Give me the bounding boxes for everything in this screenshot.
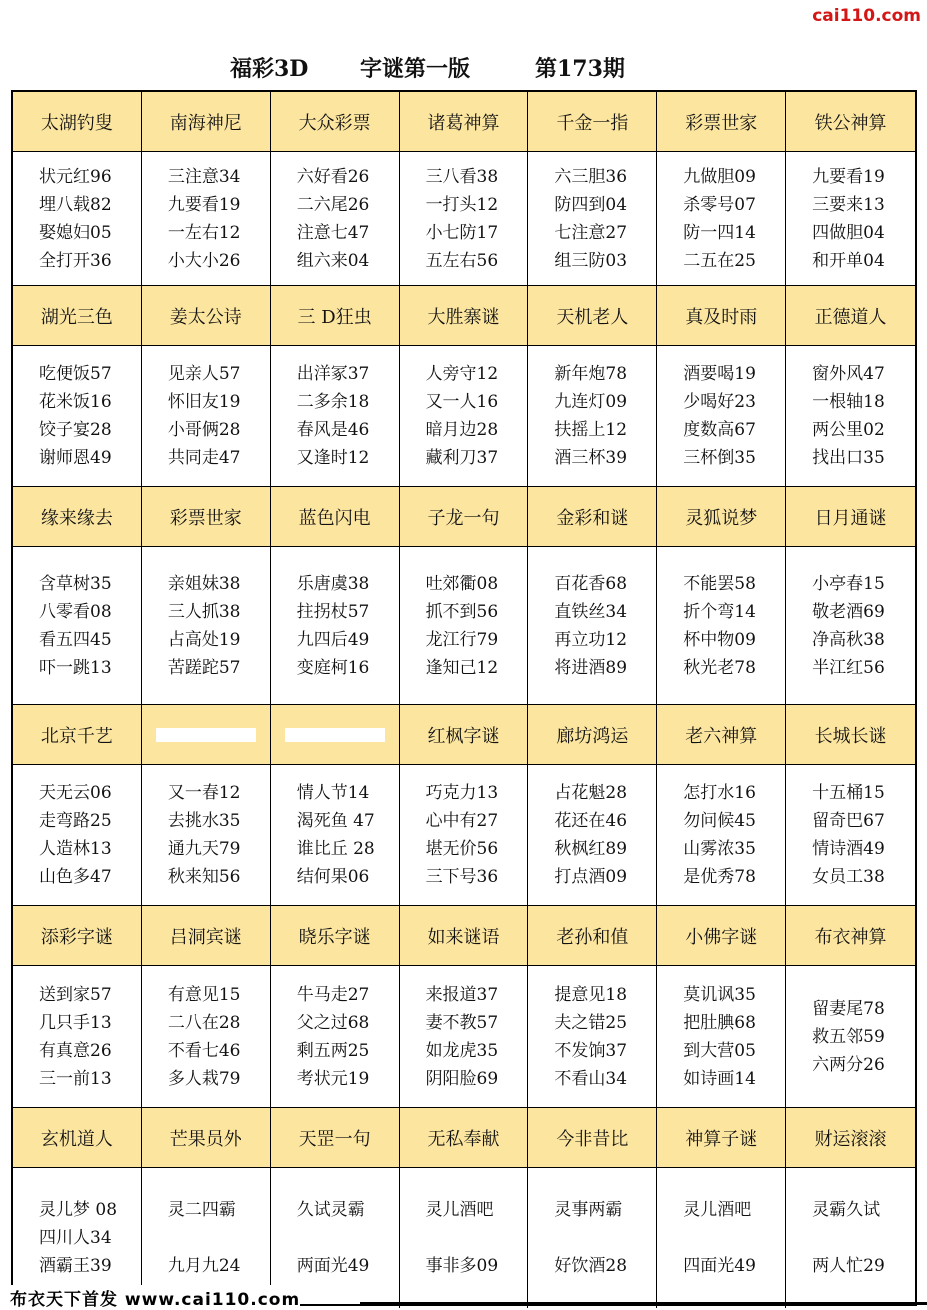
riddle-line: 全打开36 xyxy=(39,250,112,271)
riddle-line: 折个弯14 xyxy=(683,601,756,622)
riddle-line: 久试灵霸 xyxy=(296,1200,365,1220)
riddle-line: 防四到04 xyxy=(554,194,628,215)
column-header: 彩票世家 xyxy=(657,92,786,152)
column-header xyxy=(142,705,271,765)
riddle-line: 直铁丝34 xyxy=(554,601,628,622)
riddle-line: 九月九24 xyxy=(167,1256,241,1276)
riddle-line: 少喝好23 xyxy=(683,392,756,412)
riddle-line: 如诗画14 xyxy=(683,1068,756,1089)
riddle-cell xyxy=(271,152,400,286)
riddle-line: 好饮酒28 xyxy=(554,1256,628,1276)
riddle-line: 几只手13 xyxy=(39,1012,112,1033)
riddle-line xyxy=(683,1224,785,1252)
riddle-line: 窗外风47 xyxy=(812,364,885,384)
riddle-line xyxy=(297,1224,399,1252)
column-header: 湖光三色 xyxy=(13,286,142,346)
column-header: 缘来缘去 xyxy=(13,487,142,547)
riddle-line: 如龙虎35 xyxy=(425,1040,499,1061)
riddle-line: 龙江行79 xyxy=(425,629,499,650)
riddle-line: 灵儿梦 08 xyxy=(39,1200,118,1220)
riddle-line: 藏利刀37 xyxy=(425,448,499,468)
riddle-line: 净高秋38 xyxy=(812,629,885,650)
riddle-line xyxy=(426,1224,528,1252)
riddle-line: 杀零号07 xyxy=(683,194,756,215)
riddle-line: 酒霸王39 xyxy=(39,1256,112,1276)
column-header xyxy=(271,705,400,765)
redaction-mark xyxy=(156,728,256,742)
riddle-line: 七注意27 xyxy=(554,222,628,243)
riddle-line: 天无云06 xyxy=(39,783,112,803)
riddle-line: 杯中物09 xyxy=(683,629,756,650)
riddle-line: 去挑水35 xyxy=(167,811,241,831)
column-header: 老孙和值 xyxy=(528,906,657,966)
column-header: 金彩和谜 xyxy=(528,487,657,547)
riddle-line: 女员工38 xyxy=(812,867,885,887)
riddle-line: 一左右12 xyxy=(167,222,241,243)
riddle-cell xyxy=(271,765,400,906)
page-title xyxy=(0,52,927,86)
riddle-line: 苦蹉跎57 xyxy=(167,657,241,678)
riddle-cell xyxy=(528,346,657,487)
column-header: 芒果员外 xyxy=(142,1108,271,1168)
riddle-line: 不能罢58 xyxy=(683,573,756,594)
riddle-line: 将进酒89 xyxy=(554,657,628,678)
riddle-line: 吐郊衢08 xyxy=(425,573,499,594)
riddle-line: 暗月边28 xyxy=(425,420,499,440)
riddle-line: 六两分26 xyxy=(812,1054,885,1075)
riddle-line: 占高处19 xyxy=(167,629,241,650)
riddle-line: 酒三杯39 xyxy=(554,448,628,468)
riddle-line: 灵霸久试 xyxy=(812,1200,881,1220)
riddle-line: 看五四45 xyxy=(39,629,112,650)
riddle-line: 九做胆09 xyxy=(683,166,756,187)
riddle-line: 饺子宴28 xyxy=(39,420,112,440)
title-issue: 第173期 xyxy=(535,56,625,82)
riddle-line: 提意见18 xyxy=(554,984,628,1005)
riddle-line: 灵儿酒吧 xyxy=(425,1200,494,1220)
column-header: 子龙一句 xyxy=(400,487,529,547)
riddle-line: 情诗酒49 xyxy=(812,839,885,859)
riddle-line xyxy=(554,1224,656,1252)
riddle-line: 吓一跳13 xyxy=(39,657,112,678)
column-header: 千金一指 xyxy=(528,92,657,152)
riddle-line: 抓不到56 xyxy=(425,601,499,622)
riddle-line: 组三防03 xyxy=(554,250,628,271)
column-header: 晓乐字谜 xyxy=(271,906,400,966)
riddle-cell xyxy=(528,966,657,1108)
riddle-line xyxy=(812,1224,915,1252)
riddle-line: 小哥俩28 xyxy=(167,420,241,440)
riddle-line: 有真意26 xyxy=(39,1040,112,1061)
riddle-line: 谢师恩49 xyxy=(39,448,112,468)
column-header: 布衣神算 xyxy=(786,906,915,966)
riddle-line: 三要来13 xyxy=(812,194,885,215)
riddle-line: 占花魁28 xyxy=(554,783,628,803)
riddle-line: 四面光49 xyxy=(683,1256,756,1276)
column-header: 玄机道人 xyxy=(13,1108,142,1168)
riddle-line: 莫讥讽35 xyxy=(683,984,756,1005)
riddle-cell xyxy=(657,152,786,286)
riddle-cell xyxy=(786,1168,915,1308)
riddle-line: 扶摇上12 xyxy=(554,420,628,440)
riddle-cell xyxy=(786,765,915,906)
riddle-line: 山色多47 xyxy=(39,867,112,887)
redaction-mark xyxy=(285,728,385,742)
riddle-cell xyxy=(786,966,915,1108)
riddle-line: 新年炮78 xyxy=(554,364,628,384)
riddle-line: 又逢时12 xyxy=(296,448,370,468)
riddle-line: 又一人16 xyxy=(425,392,499,412)
riddle-line: 通九天79 xyxy=(167,839,241,859)
riddle-cell xyxy=(528,152,657,286)
riddle-line: 秋来知56 xyxy=(167,867,241,887)
riddle-line: 敬老酒69 xyxy=(812,601,885,622)
riddle-line: 夫之错25 xyxy=(554,1012,628,1033)
column-header: 老六神算 xyxy=(657,705,786,765)
column-header: 吕洞宾谜 xyxy=(142,906,271,966)
column-header: 北京千艺 xyxy=(13,705,142,765)
riddle-line: 二八在28 xyxy=(167,1012,241,1033)
riddle-cell xyxy=(528,765,657,906)
column-header: 今非昔比 xyxy=(528,1108,657,1168)
riddle-line: 送到家57 xyxy=(39,984,112,1005)
riddle-line: 剩五两25 xyxy=(296,1040,370,1061)
column-header: 小佛字谜 xyxy=(657,906,786,966)
title-lottery: 福彩3D xyxy=(230,56,309,82)
riddle-line: 拄拐杖57 xyxy=(296,601,370,622)
riddle-line: 亲姐妹38 xyxy=(167,573,241,594)
riddle-line: 秋枫红89 xyxy=(554,839,628,859)
riddle-line: 组六来04 xyxy=(296,250,370,271)
riddle-line: 有意见15 xyxy=(167,984,241,1005)
riddle-cell xyxy=(657,547,786,705)
riddle-line: 多人栽79 xyxy=(167,1068,241,1089)
riddle-cell xyxy=(657,1168,786,1308)
riddle-line: 一打头12 xyxy=(425,194,499,215)
riddle-line: 阴阳脸69 xyxy=(425,1068,499,1089)
riddle-line: 三杯倒35 xyxy=(683,448,756,468)
riddle-line: 不发饷37 xyxy=(554,1040,628,1061)
riddle-line: 一根轴18 xyxy=(812,392,885,412)
riddle-line: 防一四14 xyxy=(683,222,756,243)
riddle-line: 留妻尾78 xyxy=(812,998,885,1019)
riddle-line: 再立功12 xyxy=(554,629,628,650)
column-header: 廊坊鸿运 xyxy=(528,705,657,765)
column-header: 添彩字谜 xyxy=(13,906,142,966)
riddle-line: 二五在25 xyxy=(683,250,756,271)
riddle-cell xyxy=(142,765,271,906)
riddle-line: 度数高67 xyxy=(683,420,756,440)
riddle-line: 花米饭16 xyxy=(39,392,112,412)
column-header: 大众彩票 xyxy=(271,92,400,152)
riddle-line: 六三胆36 xyxy=(554,166,628,187)
riddle-line: 结何果06 xyxy=(296,867,370,887)
riddle-line: 把肚腆68 xyxy=(683,1012,756,1033)
riddle-line: 九要看19 xyxy=(812,166,885,187)
riddle-cell xyxy=(400,765,529,906)
riddle-cell xyxy=(786,547,915,705)
riddle-line: 妻不教57 xyxy=(425,1012,499,1033)
riddle-line: 半江红56 xyxy=(812,657,885,678)
column-header: 长城长谜 xyxy=(786,705,915,765)
riddle-line: 打点酒09 xyxy=(554,867,628,887)
column-header: 红枫字谜 xyxy=(400,705,529,765)
site-brand: cai110.com xyxy=(812,6,921,26)
riddle-line: 考状元19 xyxy=(296,1068,370,1089)
riddle-cell xyxy=(13,765,142,906)
riddle-line: 灵儿酒吧 xyxy=(683,1200,752,1220)
riddle-line: 山雾浓35 xyxy=(683,839,756,859)
riddle-line: 堪无价56 xyxy=(425,839,499,859)
title-edition: 字谜第一版 xyxy=(360,56,471,82)
riddle-line: 灵事两霸 xyxy=(554,1200,623,1220)
column-header: 真及时雨 xyxy=(657,286,786,346)
column-header: 如来谜语 xyxy=(400,906,529,966)
riddle-line: 小亭春15 xyxy=(812,573,885,594)
column-header: 南海神尼 xyxy=(142,92,271,152)
riddle-line: 巧克力13 xyxy=(425,783,499,803)
riddle-line: 到大营05 xyxy=(683,1040,756,1061)
riddle-line: 吃便饭57 xyxy=(39,364,112,384)
riddle-line: 二多余18 xyxy=(296,392,370,412)
riddle-line: 六好看26 xyxy=(296,166,370,187)
riddle-line: 两人忙29 xyxy=(812,1256,885,1276)
riddle-line: 春风是46 xyxy=(296,420,370,440)
riddle-line: 不看山34 xyxy=(554,1068,628,1089)
column-header: 大胜寨谜 xyxy=(400,286,529,346)
riddle-cell xyxy=(142,152,271,286)
riddle-cell xyxy=(528,547,657,705)
column-header: 日月通谜 xyxy=(786,487,915,547)
riddle-line: 娶媳妇05 xyxy=(39,222,112,243)
riddle-line: 注意七47 xyxy=(296,222,370,243)
riddle-line: 埋八载82 xyxy=(39,194,112,215)
riddle-cell xyxy=(400,152,529,286)
riddle-line: 四川人34 xyxy=(39,1228,112,1248)
riddle-line: 百花香68 xyxy=(554,573,628,594)
footer-credit: 布衣天下首发 www.cai110.com xyxy=(10,1285,300,1310)
riddle-line: 来报道37 xyxy=(425,984,499,1005)
riddle-cell xyxy=(13,547,142,705)
riddle-line: 状元红96 xyxy=(39,166,112,187)
column-header: 铁公神算 xyxy=(786,92,915,152)
riddle-line: 人旁守12 xyxy=(425,364,499,384)
riddle-cell xyxy=(13,966,142,1108)
riddle-line: 九要看19 xyxy=(167,194,241,215)
riddle-line: 父之过68 xyxy=(296,1012,370,1033)
column-header: 诸葛神算 xyxy=(400,92,529,152)
riddle-line: 十五桶15 xyxy=(812,783,885,803)
riddle-line: 灵二四霸 xyxy=(167,1200,236,1220)
column-header: 彩票世家 xyxy=(142,487,271,547)
riddle-cell xyxy=(786,346,915,487)
riddle-line: 八零看08 xyxy=(39,601,112,622)
column-header: 无私奉献 xyxy=(400,1108,529,1168)
riddle-cell xyxy=(142,346,271,487)
column-header: 正德道人 xyxy=(786,286,915,346)
riddle-line: 牛马走27 xyxy=(296,984,370,1005)
riddle-cell xyxy=(400,1168,529,1308)
column-header: 太湖钓叟 xyxy=(13,92,142,152)
column-header: 财运滚滚 xyxy=(786,1108,915,1168)
column-header: 神算子谜 xyxy=(657,1108,786,1168)
riddle-line: 情人节14 xyxy=(296,783,370,803)
riddle-line: 不看七46 xyxy=(167,1040,241,1061)
riddle-line: 怎打水16 xyxy=(683,783,756,803)
riddle-cell xyxy=(400,346,529,487)
riddle-line xyxy=(168,1224,270,1252)
riddle-line: 共同走47 xyxy=(167,448,241,468)
riddle-line: 四做胆04 xyxy=(812,222,885,243)
riddle-cell xyxy=(400,547,529,705)
column-header: 天机老人 xyxy=(528,286,657,346)
riddle-cell xyxy=(657,346,786,487)
riddle-line: 事非多09 xyxy=(425,1256,499,1276)
riddle-line: 心中有27 xyxy=(425,811,499,831)
riddle-line: 小七防17 xyxy=(425,222,499,243)
riddle-cell xyxy=(657,966,786,1108)
riddle-line: 九四后49 xyxy=(296,629,370,650)
riddle-line: 逢知己12 xyxy=(425,657,499,678)
riddle-cell xyxy=(13,152,142,286)
column-header: 天罡一句 xyxy=(271,1108,400,1168)
riddle-line: 乐唐虞38 xyxy=(296,573,370,594)
riddle-line: 走弯路25 xyxy=(39,811,112,831)
riddle-line: 救五邻59 xyxy=(812,1026,885,1047)
riddle-cell xyxy=(657,765,786,906)
riddle-line: 三注意34 xyxy=(167,166,241,187)
column-header: 三 D狂虫 xyxy=(271,286,400,346)
riddle-line: 勿问候45 xyxy=(683,811,756,831)
riddle-line: 又一春12 xyxy=(167,783,241,803)
riddle-line: 秋光老78 xyxy=(683,657,756,678)
riddle-line: 三下号36 xyxy=(425,867,499,887)
riddle-line: 花还在46 xyxy=(554,811,628,831)
riddle-line: 渴死鱼 47 xyxy=(296,811,375,831)
riddle-line: 酒要喝19 xyxy=(683,364,756,384)
riddle-cell xyxy=(271,346,400,487)
riddle-line: 小大小26 xyxy=(167,250,241,271)
riddle-line: 见亲人57 xyxy=(167,364,241,384)
riddle-line: 找出口35 xyxy=(812,448,885,468)
riddle-cell xyxy=(142,966,271,1108)
footer-rule xyxy=(360,1302,927,1305)
riddle-line: 三八看38 xyxy=(425,166,499,187)
riddle-line: 人造林13 xyxy=(39,839,112,859)
column-header: 姜太公诗 xyxy=(142,286,271,346)
riddle-line: 三人抓38 xyxy=(167,601,241,622)
riddle-cell xyxy=(271,547,400,705)
riddle-line: 九连灯09 xyxy=(554,392,628,412)
column-header: 灵狐说梦 xyxy=(657,487,786,547)
riddle-line: 变庭柯16 xyxy=(296,657,370,678)
riddle-cell xyxy=(142,547,271,705)
riddle-line: 五左右56 xyxy=(425,250,499,271)
riddle-line: 两公里02 xyxy=(812,420,885,440)
riddle-cell xyxy=(13,346,142,487)
riddle-line: 谁比丘 28 xyxy=(296,839,375,859)
riddle-line: 怀旧友19 xyxy=(167,392,241,412)
riddle-cell xyxy=(528,1168,657,1308)
riddle-line: 两面光49 xyxy=(296,1256,370,1276)
riddle-table xyxy=(11,90,917,1306)
riddle-cell xyxy=(400,966,529,1108)
riddle-line: 留奇巴67 xyxy=(812,811,885,831)
column-header: 蓝色闪电 xyxy=(271,487,400,547)
riddle-line: 三一前13 xyxy=(39,1068,112,1089)
riddle-line: 含草树35 xyxy=(39,573,112,594)
riddle-line: 是优秀78 xyxy=(683,867,756,887)
riddle-line: 二六尾26 xyxy=(296,194,370,215)
riddle-cell xyxy=(786,152,915,286)
riddle-line: 出洋冢37 xyxy=(296,364,370,384)
riddle-line: 和开单04 xyxy=(812,250,885,271)
riddle-cell xyxy=(271,966,400,1108)
